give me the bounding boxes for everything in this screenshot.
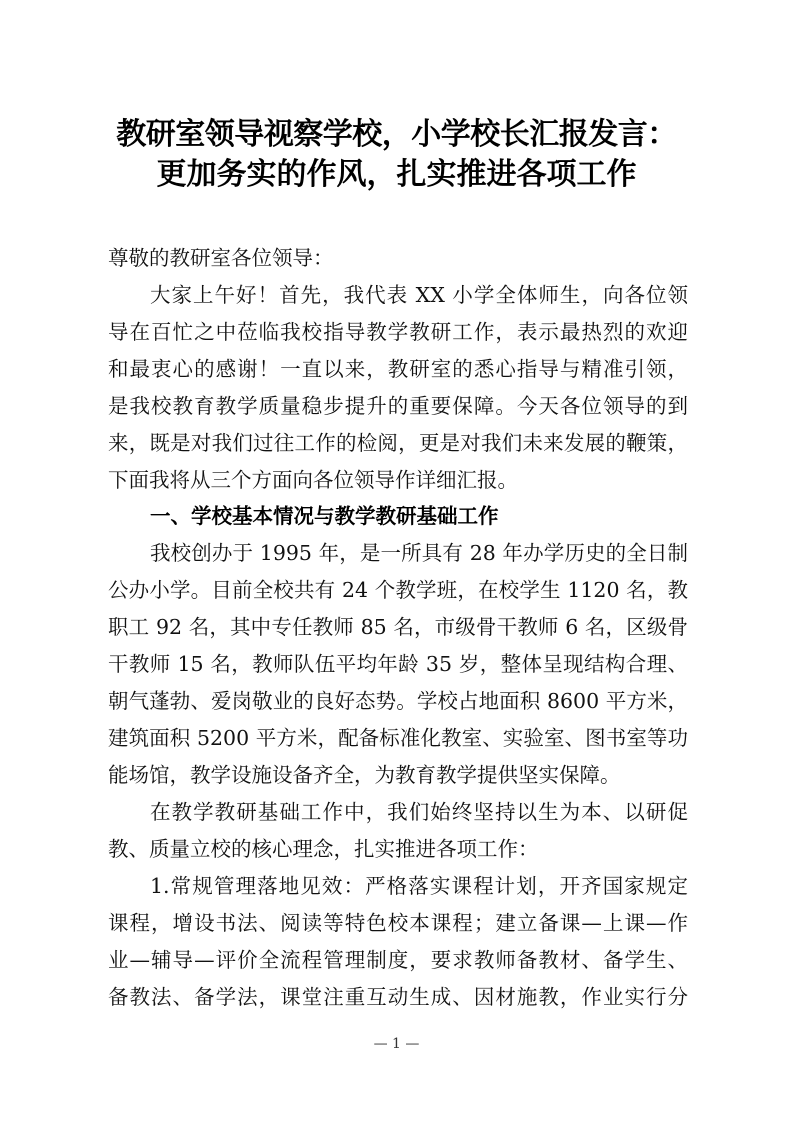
paragraph-line: 公办小学。目前全校共有 24 个教学班，在校学生 1120 名，教 xyxy=(108,578,688,602)
paragraph-line: 和最衷心的感谢！一直以来，教研室的悉心指导与精准引领， xyxy=(108,357,688,381)
paragraph-line: 职工 92 名，其中专任教师 85 名，市级骨干教师 6 名，区级骨 xyxy=(108,615,688,639)
paragraph-line: 1.常规管理落地见效：严格落实课程计划，开齐国家规定 xyxy=(150,874,688,898)
paragraph-line: 课程，增设书法、阅读等特色校本课程；建立备课—上课—作 xyxy=(108,911,688,935)
paragraph-line: 备教法、备学法，课堂注重互动生成、因材施教，作业实行分 xyxy=(108,985,688,1009)
paragraph-line: 在教学教研基础工作中，我们始终坚持以生为本、以研促 xyxy=(150,800,688,824)
paragraph-line: 能场馆，教学设施设备齐全，为教育教学提供坚实保障。 xyxy=(108,763,621,787)
document-title-line-1: 教研室领导视察学校，小学校长汇报发言： xyxy=(116,117,677,152)
paragraph-line: 建筑面积 5200 平方米，配备标准化教室、实验室、图书室等功 xyxy=(108,726,688,750)
paragraph-line: 下面我将从三个方面向各位领导作详细汇报。 xyxy=(108,468,518,492)
paragraph-line: 我校创办于 1995 年，是一所具有 28 年办学历史的全日制 xyxy=(150,541,688,565)
document-title-line-2: 更加务实的作风，扎实推进各项工作 xyxy=(156,157,637,192)
paragraph-line: 业—辅导—评价全流程管理制度，要求教师备教材、备学生、 xyxy=(108,948,688,972)
paragraph-line: 教、质量立校的核心理念，扎实推进各项工作： xyxy=(108,837,539,861)
section-heading: 一、学校基本情况与教学教研基础工作 xyxy=(150,504,499,528)
salutation: 尊敬的教研室各位领导： xyxy=(108,246,334,270)
paragraph-line: 干教师 15 名，教师队伍平均年龄 35 岁，整体呈现结构合理、 xyxy=(108,652,688,676)
page-number: — 1 — xyxy=(373,1036,420,1052)
paragraph-line: 来，既是对我们过往工作的检阅，更是对我们未来发展的鞭策， xyxy=(108,431,688,455)
paragraph-line: 大家上午好！首先，我代表 XX 小学全体师生，向各位领 xyxy=(150,283,688,307)
paragraph-line: 是我校教育教学质量稳步提升的重要保障。今天各位领导的到 xyxy=(108,394,688,418)
paragraph-line: 导在百忙之中莅临我校指导教学教研工作，表示最热烈的欢迎 xyxy=(108,320,688,344)
paragraph-line: 朝气蓬勃、爱岗敬业的良好态势。学校占地面积 8600 平方米， xyxy=(108,689,688,713)
